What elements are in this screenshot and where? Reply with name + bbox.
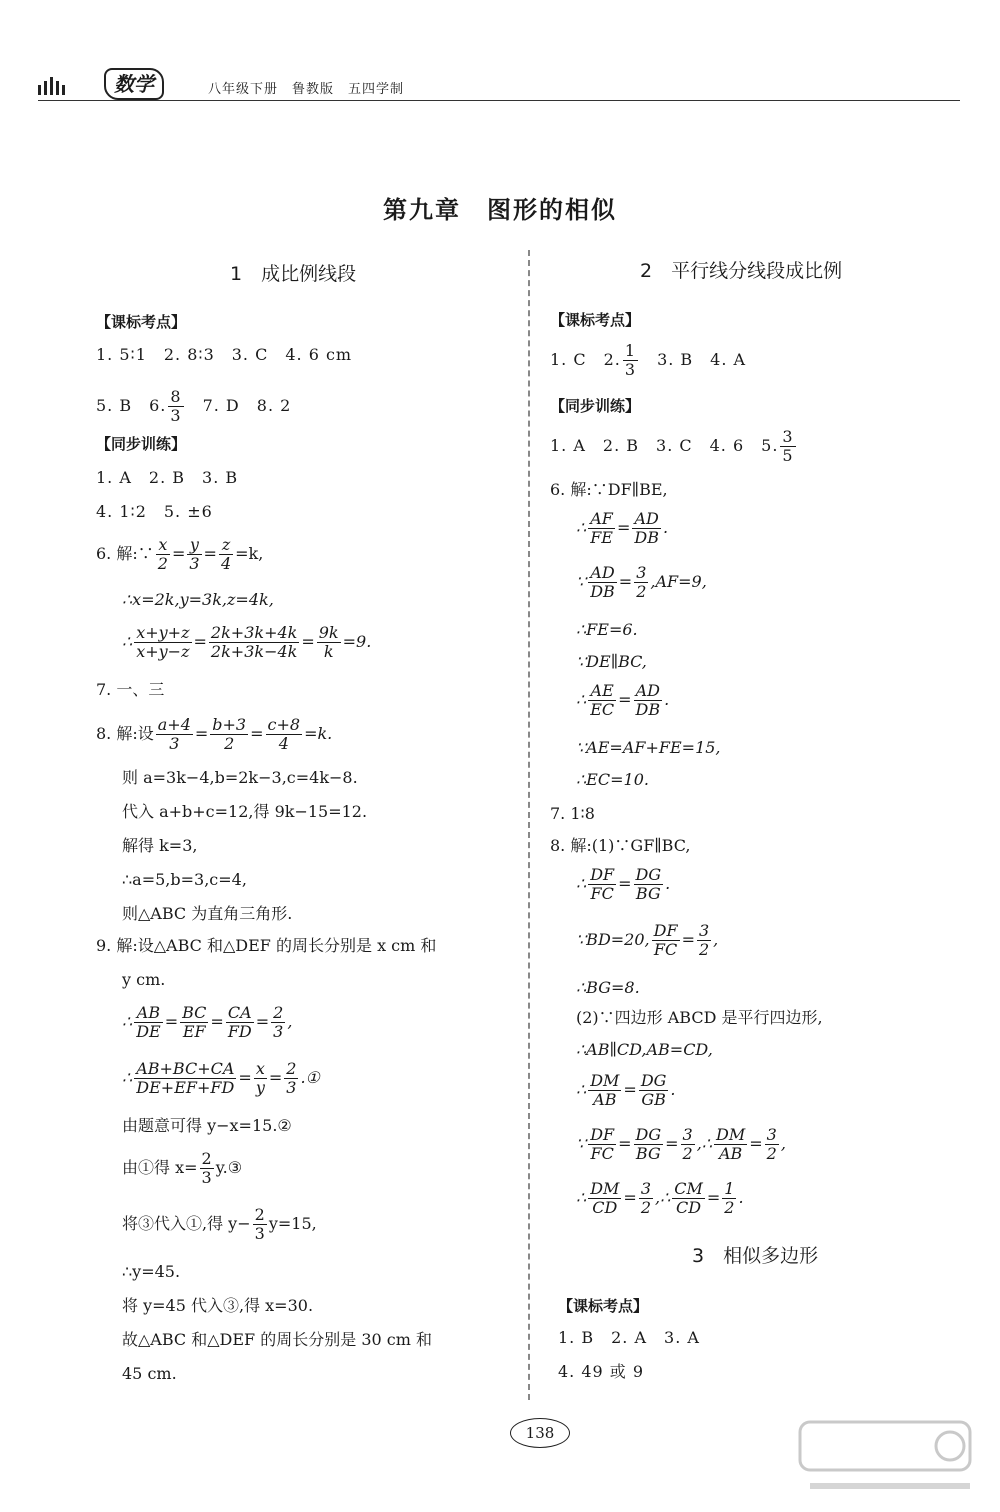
answer-line: 1. C 2. $\frac{1}{3}$ 3. B 4. A (550, 341, 747, 379)
q9-line9: 将 y=45 代入③,得 x=30. (122, 1296, 314, 1315)
q6-line6: ∴ $\frac{AE}{EC}$ = $\frac{AD}{DB}$ . (576, 681, 670, 719)
section-title: 1 成比例线段 (230, 263, 357, 285)
q9-line6: 由①得 x= $\frac{2}{3}$ y.③ (122, 1149, 243, 1187)
q8-line1: 8. 解:(1)∵GF∥BC, (550, 836, 691, 855)
q6-line3: ∵ $\frac{AD}{DB}$ = $\frac{3}{2}$ ,AF=9, (576, 563, 707, 601)
answer-line: 4. 1∶2 5. ±6 (96, 502, 213, 521)
page-number: 138 (510, 1418, 570, 1448)
left-column (96, 0, 516, 1400)
answer-line: 1. A 2. B 3. B (96, 468, 239, 487)
q7-answer: 7. 一、三 (96, 680, 165, 699)
tag-practice: 【同步训练】 (96, 435, 187, 453)
q6-line5: ∵DE∥BC, (576, 652, 647, 671)
q6-line8: ∴EC=10. (576, 770, 649, 789)
tag-practice: 【同步训练】 (550, 397, 641, 415)
answer-line: 1. A 2. B 3. C 4. 6 5. $\frac{3}{5}$ (550, 427, 794, 465)
answer-line: 4. 49 或 9 (558, 1362, 645, 1381)
q8-line4: ∴BG=8. (576, 978, 640, 997)
q8-line8: ∵ $\frac{DF}{FC}$ = $\frac{DG}{BG}$ = $\frac{3}{2}$ ,∴ $\frac{DM}{AB}$ = $\frac{3}{2}$ , (576, 1125, 786, 1163)
subject-logo: 数学 (104, 68, 164, 100)
q9-line1: 9. 解:设△ABC 和△DEF 的周长分别是 x cm 和 (96, 936, 437, 955)
q6-line3: ∴ $\frac{x+y+z}{x+y-z}$ = $\frac{2k+3k+4k}{2k+3k-4k}$ = $\frac{9k}{k}$ =9. (122, 623, 372, 661)
q8-line5: (2)∵四边形 ABCD 是平行四边形, (576, 1008, 823, 1027)
watermark-logo-icon (790, 1412, 980, 1502)
q9-line5: 由题意可得 y−x=15.② (122, 1116, 292, 1135)
q8-line7: ∴ $\frac{DM}{AB}$ = $\frac{DG}{GB}$ . (576, 1071, 676, 1109)
q6-line1: 6. 解:∵DF∥BE, (550, 480, 668, 499)
chapter-title: 第九章 图形的相似 (383, 196, 617, 224)
q6-line1: 6. 解:∵ $\frac{x}{2}$ = $\frac{y}{3}$ = $\frac{z}{4}$ =k, (96, 535, 264, 573)
q8-line3: ∵BD=20, $\frac{DF}{FC}$ = $\frac{3}{2}$ , (576, 921, 719, 959)
q8-line6: ∴AB∥CD,AB=CD, (576, 1040, 713, 1059)
q8-line2: 则 a=3k−4,b=2k−3,c=4k−8. (122, 768, 358, 787)
q9-line7: 将③代入①,得 y− $\frac{2}{3}$ y=15, (122, 1205, 317, 1243)
q8-line5: ∴a=5,b=3,c=4, (122, 870, 247, 889)
right-column (550, 0, 970, 1400)
q8-line1: 8. 解:设 $\frac{a+4}{3}$ = $\frac{b+3}{2}$ = $\frac{c+8}{4}$ =k. (96, 715, 333, 753)
q6-line2: ∴x=2k,y=3k,z=4k, (122, 590, 274, 609)
column-divider (528, 250, 530, 1400)
tag-curriculum: 【课标考点】 (550, 311, 641, 329)
q9-line11: 45 cm. (122, 1364, 177, 1383)
q8-line9: ∴ $\frac{DM}{CD}$ = $\frac{3}{2}$ ,∴ $\frac{CM}{CD}$ = $\frac{1}{2}$ . (576, 1179, 744, 1217)
answer-line: 1. 5∶1 2. 8∶3 3. C 4. 6 cm (96, 345, 353, 364)
q6-line4: ∴FE=6. (576, 620, 638, 639)
q6-line2: ∴ $\frac{AF}{FE}$ = $\frac{AD}{DB}$ . (576, 509, 669, 547)
book-info: 八年级下册 鲁教版 五四学制 (208, 82, 405, 97)
section-title: 3 相似多边形 (692, 1245, 819, 1267)
header-bars-icon (38, 76, 68, 95)
q9-line3: ∴ $\frac{AB}{DE}$ = $\frac{BC}{EF}$ = $\frac{CA}{FD}$ = $\frac{2}{3}$ , (122, 1003, 293, 1041)
q8-line2: ∴ $\frac{DF}{FC}$ = $\frac{DG}{BG}$ . (576, 865, 671, 903)
q6-line7: ∵AE=AF+FE=15, (576, 738, 721, 757)
tag-curriculum: 【课标考点】 (96, 313, 187, 331)
tag-curriculum: 【课标考点】 (558, 1297, 649, 1315)
section-title: 2 平行线分线段成比例 (640, 260, 843, 282)
q9-line2: y cm. (122, 970, 166, 989)
q7-answer: 7. 1∶8 (550, 804, 595, 823)
q8-line3: 代入 a+b+c=12,得 9k−15=12. (122, 802, 368, 821)
q9-line8: ∴y=45. (122, 1262, 181, 1281)
q9-line10: 故△ABC 和△DEF 的周长分别是 30 cm 和 (122, 1330, 432, 1349)
answer-line: 1. B 2. A 3. A (558, 1328, 700, 1347)
q8-line6: 则△ABC 为直角三角形. (122, 904, 293, 923)
q9-line4: ∴ $\frac{AB+BC+CA}{DE+EF+FD}$ = $\frac{x}{y}$ = $\frac{2}{3}$ .① (122, 1059, 320, 1097)
answer-line: 5. B 6. $\frac{8}{3}$ 7. D 8. 2 (96, 387, 292, 425)
q8-line4: 解得 k=3, (122, 836, 198, 855)
